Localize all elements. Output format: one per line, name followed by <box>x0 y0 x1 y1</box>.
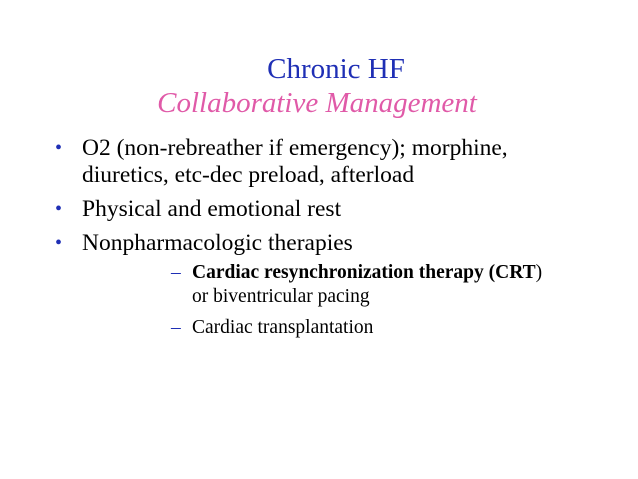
bullet-marker-icon: • <box>55 198 63 220</box>
sub-item-transplantation <box>82 316 598 340</box>
bullet-item-rest <box>0 196 638 223</box>
bullet-text: Physical and emotional rest <box>82 196 342 222</box>
bullet-marker-icon: • <box>55 137 63 159</box>
bullet-marker-icon: • <box>55 232 63 254</box>
sub-item-crt <box>82 261 598 309</box>
bullet-text: Nonpharmacologic therapies <box>82 230 353 256</box>
slide-title <box>0 52 638 120</box>
dash-marker-icon: – <box>171 262 181 283</box>
sub-item-bold-text: Cardiac resynchronization therapy (CRT <box>192 262 536 283</box>
sub-bullet-list <box>82 261 598 340</box>
sub-item-text: Cardiac transplantation <box>192 317 374 338</box>
title-collaborative-management: Collaborative Management <box>157 87 477 119</box>
bullet-list <box>0 135 638 347</box>
title-chronic-hf: Chronic HF <box>267 53 405 85</box>
bullet-text: O2 (non-rebreather if emergency); morphine, diuretics, etc-dec preload, afterload <box>82 135 508 188</box>
sub-item-rest-text: ) or biventricular pacing <box>192 262 543 307</box>
dash-marker-icon: – <box>171 317 181 338</box>
bullet-item-nonpharmacologic <box>0 230 638 340</box>
bullet-item-o2 <box>0 135 638 189</box>
